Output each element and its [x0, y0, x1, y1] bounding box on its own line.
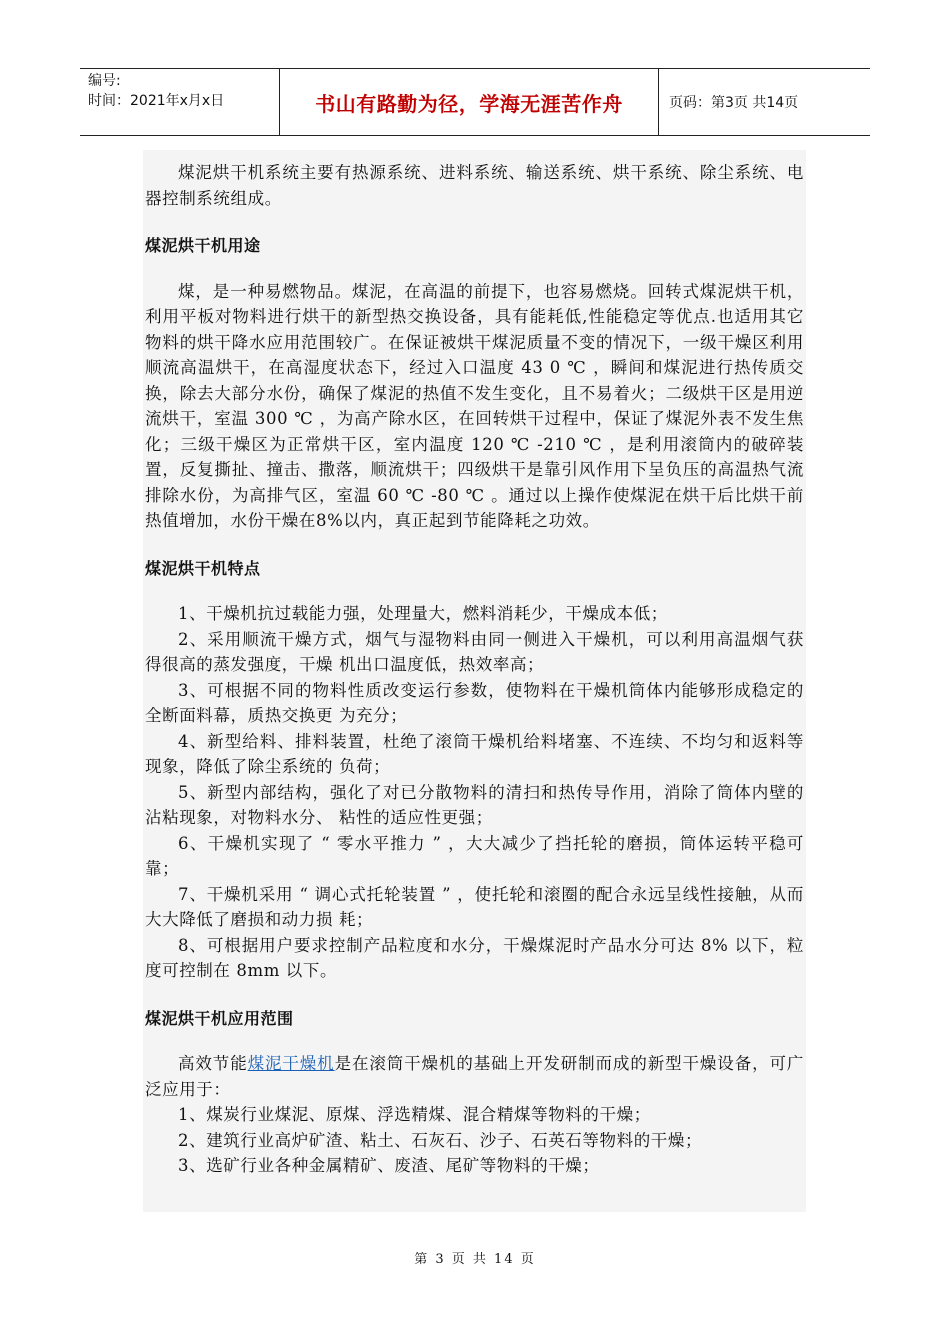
header-motto: 书山有路勤为径，学海无涯苦作舟	[280, 69, 659, 135]
features-list	[145, 601, 804, 984]
page-header	[80, 68, 870, 136]
header-page-info: 页码：第3页 共14页	[669, 95, 799, 111]
scope-intro-before: 高效节能	[178, 1054, 248, 1073]
feature-item: 8、可根据用户要求控制产品粒度和水分，干燥煤泥时产品水分可达 8% 以下，粒度可控制在 8mm 以下。	[145, 935, 804, 980]
scope-item: 2、建筑行业高炉矿渣、粘土、石灰石、沙子、石英石等物料的干燥；	[178, 1130, 703, 1150]
scope-intro	[145, 1051, 804, 1102]
time-label: 时间：2021年x月x日	[88, 93, 225, 109]
number-label: 编号:	[88, 73, 121, 89]
scope-intro-after: 是在滚筒干燥机的基础上开发研制而成的新型干燥设备，可广泛应用于：	[145, 1054, 804, 1099]
intro-paragraph: 煤泥烘干机系统主要有热源系统、进料系统、输送系统、烘干系统、除尘系统、电器控制系统组成。	[145, 163, 804, 208]
feature-item: 6、干燥机实现了 “ 零水平推力 ” ，大大减少了挡托轮的磨损，筒体运转平稳可靠；	[145, 833, 804, 878]
usage-heading: 煤泥烘干机用途	[145, 236, 261, 255]
scope-list	[145, 1102, 804, 1179]
feature-item: 7、干燥机采用 “ 调心式托轮装置 ” ，使托轮和滚圈的配合永远呈线性接触，从而大大降低了磨损和动力损 耗；	[145, 884, 804, 929]
feature-item: 1、干燥机抗过载能力强，处理量大，燃料消耗少，干燥成本低；	[178, 604, 668, 623]
features-heading: 煤泥烘干机特点	[145, 558, 261, 578]
feature-item: 4、新型给料、排料装置，杜绝了滚筒干燥机给料堵塞、不连续、不均匀和返料等现象，降低了除尘系统的 负荷；	[145, 731, 804, 776]
document-body	[143, 150, 806, 1212]
page-footer: 第 3 页 共 14 页	[414, 1252, 536, 1267]
feature-item: 2、采用顺流干燥方式，烟气与湿物料由同一侧进入干燥机，可以利用高温烟气获得很高的蒸发强度，干燥 机出口温度低，热效率高；	[145, 629, 804, 674]
scope-heading: 煤泥烘干机应用范围	[145, 1008, 294, 1028]
scope-item: 3、选矿行业各种金属精矿、废渣、尾矿等物料的干燥；	[178, 1156, 600, 1175]
scope-item: 1、煤炭行业煤泥、原煤、浮选精煤、混合精煤等物料的干燥；	[178, 1105, 651, 1124]
feature-item: 3、可根据不同的物料性质改变运行参数，使物料在干燥机筒体内能够形成稳定的全断面料幕，质热交换更 为充分；	[145, 680, 804, 725]
coal-slime-dryer-link[interactable]: 煤泥干燥机	[247, 1054, 335, 1073]
header-meta	[80, 69, 280, 135]
usage-paragraph: 煤，是一种易燃物品。煤泥，在高温的前提下，也容易燃烧。回转式煤泥烘干机，利用平板对物料进行烘干的新型热交换设备，具有能耗低,性能稳定等优点.也适用其它物料的烘干降水应用范围较广。在保证被烘干煤泥质量不变的情况下，一级干燥区利用顺流高温烘干，在高湿度状态下，经过入口温度 43 0 ℃ ，瞬间和煤泥进行热传质交换，除去大部分水份，确保了煤泥的热值不发生变化，且不易着火；二级烘干区是用逆流烘干，室温 300 ℃ ，为高产除水区，在回转烘干过程中，保证了煤泥外表不发生焦化；三级干燥区为正常烘干区，室内温度 120 ℃ -210 ℃ ，是利用滚筒内的破碎装置，反复撕扯、撞击、撒落，顺流烘干；四级烘干是靠引风作用下呈负压的高温热气流排除水份，为高排气区，室温 60 ℃ -80 ℃ 。通过以上操作使煤泥在烘干后比烘干前热值增加，水份干燥在8%以内，真正起到节能降耗之功效。	[145, 281, 804, 530]
feature-item: 5、新型内部结构，强化了对已分散物料的清扫和热传导作用，消除了筒体内壁的沾粘现象，对物料水分、 粘性的适应性更强；	[145, 782, 804, 827]
